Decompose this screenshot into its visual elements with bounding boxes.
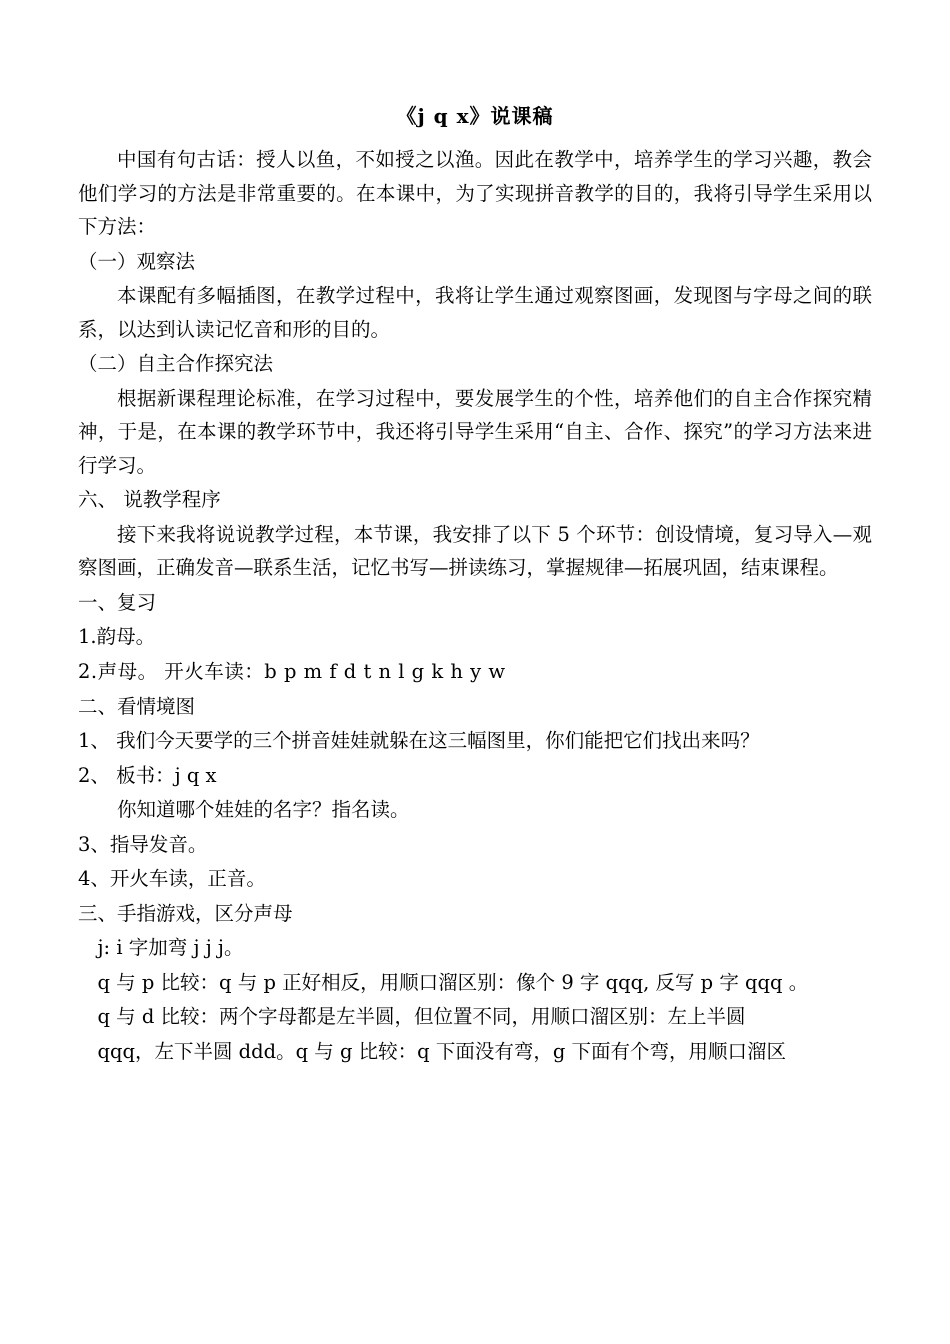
paragraph-p2: （一）观察法 bbox=[78, 249, 196, 273]
paragraph-p9: 1.韵母。 bbox=[78, 625, 156, 649]
paragraph-p7: 接下来我将说说教学过程，本节课，我安排了以下 5 个环节：创设情境，复习导入—观察图画，正确发音—联系生活，记忆书写—拼读练习，掌握规律—拓展巩固，结束课程。 bbox=[78, 522, 872, 580]
paragraph-p18: j: i 字加弯 j j j。 bbox=[97, 936, 244, 960]
paragraph-p13: 2、 板书：j q x bbox=[78, 763, 217, 787]
paragraph-p15: 3、指导发音。 bbox=[78, 832, 208, 856]
paragraph-p14: 你知道哪个娃娃的名字？指名读。 bbox=[117, 798, 410, 822]
paragraph-p17: 三、手指游戏，区分声母 bbox=[78, 901, 293, 925]
paragraph-p10: 2.声母。 开火车读：b p m f d t n l g k h y w bbox=[78, 659, 506, 683]
page-title: 《j q x》说课稿 bbox=[396, 104, 554, 128]
paragraph-p12: 1、 我们今天要学的三个拼音娃娃就躲在这三幅图里，你们能把它们找出来吗？ bbox=[78, 729, 760, 753]
paragraph-p20: q 与 d 比较：两个字母都是左半圆，但位置不同，用顺口溜区别：左上半圆 bbox=[97, 1005, 746, 1029]
paragraph-p5: 根据新课程理论标准，在学习过程中，要发展学生的个性，培养他们的自主合作探究精神，于是，在本课的教学环节中，我还将引导学生采用“自主、合作、探究”的学习方法来进行学习。 bbox=[78, 386, 872, 477]
paragraph-p8: 一、复习 bbox=[78, 590, 157, 614]
paragraph-p19: q 与 p 比较：q 与 p 正好相反，用顺口溜区别：像个 9 字 qqq, 反写 p 字 qqq 。 bbox=[97, 970, 809, 994]
paragraph-p11: 二、看情境图 bbox=[78, 694, 196, 718]
paragraph-p21: qqq，左下半圆 ddd。q 与 g 比较：q 下面没有弯，g 下面有个弯，用顺口溜区 bbox=[97, 1039, 787, 1063]
paragraph-p4: （二）自主合作探究法 bbox=[78, 352, 274, 376]
paragraph-p6: 六、 说教学程序 bbox=[78, 488, 221, 512]
paragraph-p3: 本课配有多幅插图，在教学过程中，我将让学生通过观察图画，发现图与字母之间的联系，以达到认读记忆音和形的目的。 bbox=[78, 284, 872, 341]
paragraph-p16: 4、开火车读，正音。 bbox=[78, 867, 266, 891]
paragraph-p1: 中国有句古话：授人以鱼，不如授之以渔。因此在教学中，培养学生的学习兴趣，教会他们学习的方法是非常重要的。在本课中，为了实现拼音教学的目的，我将引导学生采用以下方法： bbox=[78, 148, 872, 239]
